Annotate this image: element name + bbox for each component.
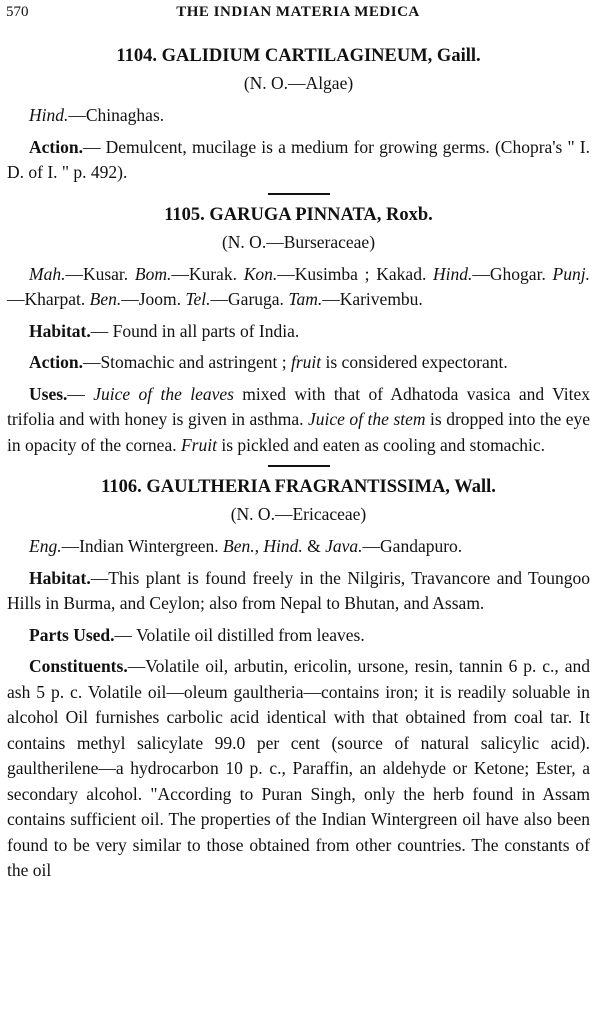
lang-label: Mah. [29,263,66,284]
action-paragraph [7,350,590,376]
entry-1105 [7,203,590,459]
vernacular-name: —Karivembu. [322,289,423,309]
entry-title: 1105. GARUGA PINNATA, Roxb. [164,204,433,225]
entry-title: 1104. GALIDIUM CARTILAGINEUM, Gaill. [116,46,481,66]
constituents-text: —Volatile oil, arbutin, ericolin, ursone, resin, tannin 6 p. c., and ash 5 p. c. Volatile oil—oleum gaultheria—contains iron; it is readily soluable in alcohol Oil furnishes carbolic acid identical with that obtained from coal tar. It contains methyl salicylate 99.0 per cent (source of natural salicylic acid). gaultherilene—a hydrocarbon 10 p. c., Paraffin, an aldehyde or Ketone; Ester, a secondary alcohol. "According to Puran Singh, only the herb found in Assam contains sufficient oil. The properties of the Indian Wintergreen oil have also been found to be very similar to those obtained from other countries. The constants of the oil [7,656,590,880]
vernacular-name: —Kharpat. [7,289,90,309]
uses-text: is dropped into the eye in opacity of the cornea. [7,409,591,455]
constituents-paragraph [7,654,590,884]
page-header [6,4,590,26]
vernacular-names [7,103,590,129]
lang-label: Ben. [89,289,122,309]
uses-juice-leaves: Juice of the leaves [93,383,234,404]
action-label: Action. [29,352,83,372]
parts-used-label: Parts Used. [29,624,115,645]
lang-label: Hind. [433,263,473,284]
vernacular-names [7,262,590,313]
section-divider [268,465,330,467]
uses-juice-stem: Juice of the stem [308,409,426,429]
action-paragraph [7,135,590,186]
vernacular-name: —Kusar. [65,263,135,284]
vernacular-name: —Ghogar. [472,263,553,284]
habitat-label: Habitat. [29,567,91,588]
natural-order: (N. O.—Algae) [243,73,354,93]
vernacular-name: —Kusimba ; Kakad. [277,263,434,284]
lang-label: Tam. [288,289,323,309]
page-number: 570 [6,4,29,20]
action-text: —Stomachic and astringent ; [82,352,291,372]
habitat-paragraph [7,566,590,617]
vernacular-name: & [302,536,326,556]
entry-title: 1106. GAULTHERIA FRAGRANTISSIMA, Wall. [101,477,496,497]
page-content [7,36,590,884]
habitat-text: —This plant is found freely in the Nilgiris, Travancore and Toungoo Hills in Burma, and Ceylon; also from Nepal to Bhutan, and Assam. [7,567,590,613]
lang-label: Kon. [243,263,278,284]
lang-label: Ben., Hind. [223,536,303,556]
vernacular-name: —Garuga. [210,289,289,309]
vernacular-name: —Gandapuro. [362,536,463,556]
vernacular-name: —Kurak. [171,263,244,284]
vernacular-name: —Joom. [121,289,186,309]
uses-fruit: Fruit [180,434,217,455]
parts-used-paragraph [7,623,590,649]
natural-order: (N. O.—Ericaceae) [230,504,367,524]
uses-text: is pickled and eaten as cooling and stomachic. [216,434,545,455]
parts-used-text: — Volatile oil distilled from leaves. [114,624,365,645]
lang-label: Hind. [29,105,69,125]
habitat-paragraph [7,319,590,345]
habitat-label: Habitat. [29,320,91,341]
uses-text: mixed with that of Adhatoda vasica and Vitex trifolia and with honey is given in asthma. [7,383,591,429]
entry-1106 [7,475,590,884]
action-label: Action. [29,136,83,157]
lang-label: Punj. [552,263,590,284]
uses-paragraph [7,382,590,459]
section-divider [268,193,330,195]
vernacular-names [7,534,590,560]
vernacular-name: —Chinaghas. [68,105,165,125]
uses-label: Uses. [29,383,68,404]
lang-label: Java. [325,536,363,556]
natural-order: (N. O.—Burseraceae) [221,231,376,252]
action-text: is considered expectorant. [321,352,508,372]
action-fruit: fruit [290,352,322,372]
constituents-label: Constituents. [29,656,128,676]
uses-text: — [67,383,94,404]
entry-1104 [7,44,590,186]
habitat-text: — Found in all parts of India. [90,320,300,341]
lang-label: Tel. [185,289,211,309]
vernacular-name: —Indian Wintergreen. [61,536,224,556]
lang-label: Bom. [134,263,172,284]
lang-label: Eng. [29,536,62,556]
action-text: — Demulcent, mucilage is a medium for growing germs. (Chopra's " I. D. of I. " p. 492). [7,136,590,182]
running-title: THE INDIAN MATERIA MEDICA [176,4,420,20]
